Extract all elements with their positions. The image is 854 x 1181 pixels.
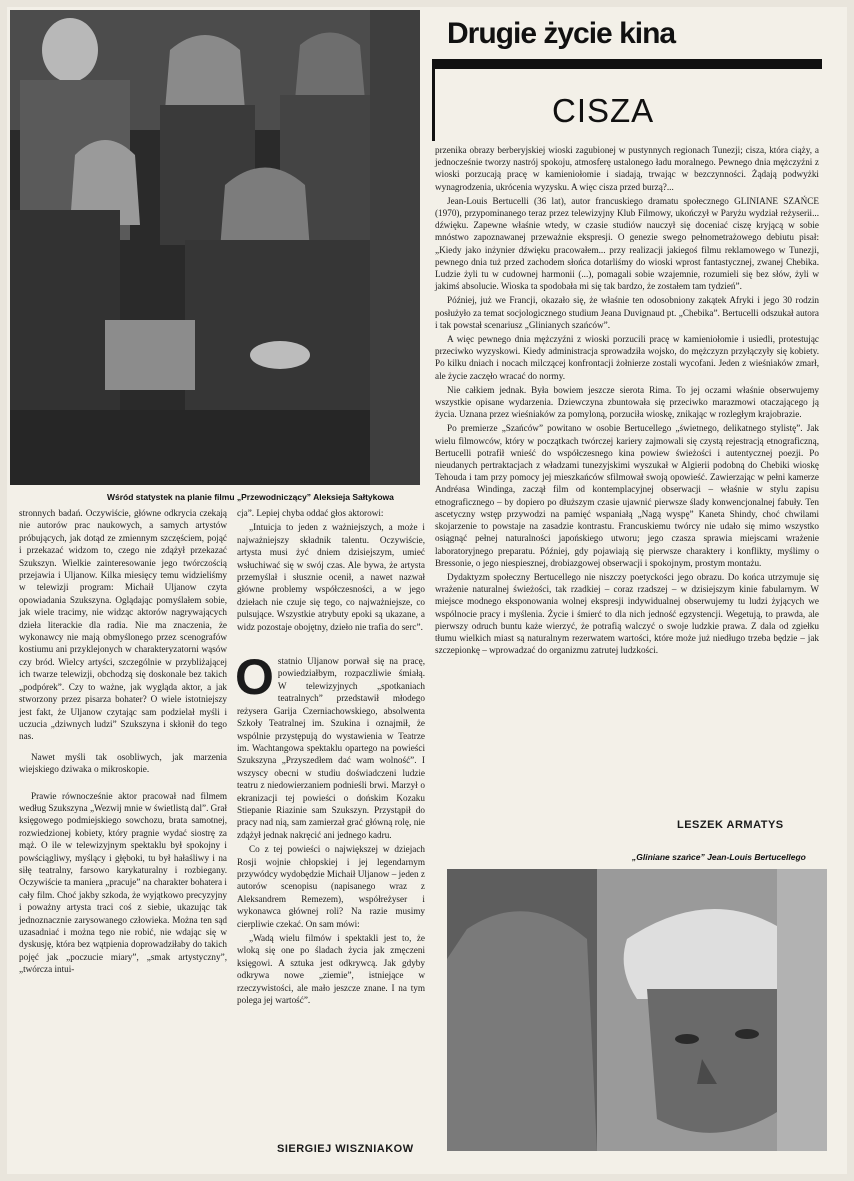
paragraph: przenika obrazy berberyjskiej wioski zagubionej w pustynnych regionach Tunezji; cisza, która ciąży, a jednocześnie tworzy nastrój spokoju, atmosferę ustalonego ładu moralnego. Pewnego dnia mężczyźni z wioski porzucają pracę w kamieniołomie i siadają, trwając w bezczynności. Żądają podwyżki wynagrodzenia, ukrócenia wyzysku. A więc cisza przed burzą?... [435,145,819,192]
paragraph: Po premierze „Szańców” powitano w osobie Bertucellego „świetnego, delikatnego stylistę”. Jak wielu filmowców, który w początkach twórczej kariery zajmowali się czystą rejestracją etnograficzną, Bertucelli potrafił wnieść do współczesnego kina powiew świeżości i autentycznej poezji. Po nieudanych pertraktacjach z władzami tunezyjskimi wyszukał w Algierii podobną do Chebiki wioskę Tehouda i tam przy pomocy jej mieszkańców sfilmował swoją opowieść. Zawierzając w pełni kamerze Andréasa Windinga, zaczął film od kontemplacyjnej obserwacji – właśnie w stylu zapisu etnograficznego – by dopiero po dłuższym czasie ujawnić pierwsze ślady konwencjonalnej fabuły. Ten ascetyczny wstęp przywodzi na pamięć wspaniałą „Nagą wyspę” Kaneta Shindy, choć chwilami skojarzenie to powstaje na zasadzie kontrastu. Francuskiemu twórcy nie udało się mimo wszystko osiągnąć pełnej naturalności japońskiego utworu; jego czasza sprawia miejscami wrażenie laboratoryjnego preparatu. Później, gdy pojawiają się pierwsze charaktery i konflikty, myślimy o Bressonie, o jego niespiesznej, drobiazgowej obserwacji i spokojnym, prostym montażu. [435,423,819,568]
section-masthead: Drugie życie kina [447,17,676,50]
photo-caption-bottom: „Gliniane szańce” Jean-Louis Bertucellego [632,852,806,862]
photo-caption-top: Wśród statystek na planie filmu „Przewodniczący” Aleksieja Sałtykowa [107,492,394,502]
right-article-body [435,144,819,658]
author-signature-right: LESZEK ARMATYS [677,819,784,831]
masthead-vertical-rule [432,59,435,141]
paragraph: Jean-Louis Bertucelli (36 lat), autor francuskiego dramatu społecznego GLINIANE SZAŃCE (1970), przypominanego teraz przez telewizyjny Klub Filmowy, ukończył w Paryżu wydział reżyserii... dźwięku. Zapewne właśnie wtedy, w czasie studiów nauczył się doceniać ciszę kryjącą w sobie mnóstwo zapoznawanej przeważnie ekspresji. O genezie swego pełnometrażowego debiutu pisał: „Kiedy jako inżynier dźwięku pracowałem... przy realizacji jakiegoś filmu reklamowego w Tunezji, pewnego dnia tuż przed zachodem słońca dotarliśmy do wioski wprost fantastycznej, zwanej Chebika. Ludzie żyli tu w cudownej harmonii (...), pomagali sobie wzajemnie, rozumieli się bez słów, żyli w jakimś absolucie. Wioska ta spodobała mi się tak bardzo, że zostałem tam tydzień”. [435,195,819,292]
article-headline: CISZA [552,92,655,129]
paragraph: Nie całkiem jednak. Była bowiem jeszcze sierota Rima. To jej oczami właśnie obserwujemy wszystkie opisane wydarzenia. Dziewczyna zbuntowała się przeciwko marazmowi otaczającego ją życia. Uznana przez wieśniaków za pomyloną, porzuciła wioskę, znikając w rozległym krajobrazie. [435,384,819,420]
man-photo-graphic [447,869,827,1151]
quote-paragraph: „Wadą wielu filmów i spektakli jest to, że wloką się one po śladach życia jak zmęczeni księgowi. A sztuka jest odkrywcą. Jak gdyby odkrywa nowe „ziemie”, istniejące w rzeczywistości, ale mało jeszcze znane. I na tym polega jej wartość”. [237,933,425,1006]
paragraph: stronnych badań. Oczywiście, główne odkrycia czekają nie autorów prac naukowych, a samych artystów próbujących, jak dotąd ze zmiennym szczęściem, pojąć i przekazać widzom to, czego nie zdążył przekazać Szukszyn. Wielkie zainteresowanie jego twórczością przejawia i Uljanow. Kilka miesięcy temu widzieliśmy w telewizji program: Michaił Uljanow czyta opowiadania Szukszyna. Oglądając pomyślałem sobie, jak wiele tracimy, nie widząc aktorów nagrywających dzieła literackie dla radia. Nie ma znaczenia, że wykonawcy nie mają obmyślonego przez scenografów kostiumu ani przyklejonych w charakteryzatorni wąsów czy bród. Wielcy artyści, szczególnie w przybliżającej ich twarze telewizji, obchodzą się doskonale bez takich „podpórek”. Czy to ważne, jak wygląda aktor, a jak stworzony przez pisarza bohater? O wiele istotniejszy jest fakt, że Uljanow czytając sam podzielał myśli i uczucia „dziwnych ludzi” Szukszyna i skłonił do tego nas. [19,508,227,742]
left-article-column-1 [19,507,227,978]
paragraph: cja”. Lepiej chyba oddać głos aktorowi: [237,508,384,518]
film-still-man-turban-photo [447,869,827,1151]
quote-paragraph: „Intuicja to jeden z ważniejszych, a może i najważniejszy składnik talentu. Oczywiście, artysta musi żyć dniem dzisiejszym, umieć wsłuchiwać się w swój czas. Ale bywa, że artysta przemyślał i słusznie ocenił, a nawet nazwał główne problemy współczesności, a w jego dziełach nie czuje się tego, co najważniejsze, co pulsujące. Wszystkie atrybuty epoki są ukazane, a widz pozostaje obojętny, dzieło nie trafia do serc”. [237,522,425,632]
masthead-rule [432,59,822,69]
author-signature-left: SIERGIEJ WISZNIAKOW [277,1143,414,1155]
paragraph-text: statnio Uljanow porwał się na pracę, powiedziałbym, rozpaczliwie śmiałą. W telewizyjnych „spotkaniach teatralnych” przedstawił młodego reżysera Garija Czerniachowskiego, absolwenta Szkoły Teatralnej im. Szukina i oznajmił, że wspólnie przystępują do wystawienia w Teatrze im. Wachtangowa spektaklu opartego na powieści Szukszyna „Przyszedłem dać wam wolność”. I wszyscy obecni w studiu doświadczeni ludzie teatru z niedowierzaniem podnieśli brwi. Marzył o ekranizacji tej powieści o dońskim Kozaku Stiepanie Riazinie sam Szukszyn. Przystąpił do pracy nad nią, sam zamierzał grać główną rolę, nie zdążył jednak nakręcić ani jednego kadru. [237,656,425,840]
paragraph: Prawie równocześnie aktor pracował nad filmem według Szukszyna „Wezwij mnie w świetlistą dal”. Grał księgowego podmiejskiego sowchozu, brata samotnej, rozwiedzionej kobiety, który pragnie wydać siostrę za mąż. O ile w telewizyjnym spektaklu był spokojny i powściągliwy, myślący i głęboki, tu był hałaśliwy i na siłę teatralny, farsowo karykaturalny i rozbiegany. Oczywiście ta maniera „pracuje” na charakter bohatera i cały film. Choć jakby szkoda, że wyjątkowo precyzyjny i poważny artysta traci coś z siebie, ukazując tak jednoznacznie zarysowanego człowieka. Można ten sąd uzasadniać i można tego nie robić, nie wdając się w dyskusję, która bez wątpienia doprowadziłaby do takich pojęć jak „poczucie miary”, „smak artystyczny”, „twórcza intui- [19,790,227,975]
villagers-photo-graphic [10,10,420,485]
paragraph: Nawet myśli tak osobliwych, jak marzenia wiejskiego dziwaka o mikroskopie. [19,751,227,775]
left-article-column-2 [237,507,425,1008]
paragraph: Co z tej powieści o największej w dziejach Rosji wojnie chłopskiej i jej legendarnym przywódcy wydobędzie Michaił Uljanow – jeden z autorów scenopisu (napisanego wraz z Aleksandrem Remezem), współreżyser i wykonawca głównej roli? Na razie musimy cierpliwie czekać. On sam mówi: [237,844,425,929]
magazine-page [7,7,847,1174]
drop-cap: O [235,649,274,706]
paragraph-with-dropcap [235,649,425,841]
paragraph: Później, już we Francji, okazało się, że właśnie ten odosobniony zakątek Afryki i jego 30 rodzin posłużyło za temat socjologicznego studium Jeana Duvignaud pt. „Chebika”. Bertucelli odszukał autora i tak powstał scenariusz „Glinianych szańców”. [435,295,819,330]
paragraph: Dydaktyzm społeczny Bertucellego nie niszczy poetyckości jego obrazu. Do końca utrzymuje się wrażenie naturalnej świeżości, tak rzadkiej – coraz rzadszej – w dzisiejszym kinie fabularnym. W miejsce modnego eksponowania wolnej ekspresji indywidualnej obserwujemy tu ludzi żyjących we wspólnocie pracy i myślenia. Życie i śmierć to dla nich jedność egzystencji. Wegetują, to prawda, ale pierwszy odruch buntu każe wierzyć, że potrafią walczyć o swoje ludzkie prawa. Z dala od zgiełku tłumu wielkich miast są naturalnym rezerwatem wartości, które może już niedługo trzeba będzie – jak szczepionkę – wprowadzać do organizmu zatrutej ludzkości. [435,571,819,656]
paragraph: A więc pewnego dnia mężczyźni z wioski porzucili pracę w kamieniołomie i usiedli, protestując przeciwko wyzyskowi. Kiedy administracja sprowadziła wojsko, do mężczyzn przyłączyły się kobiety. Po kilku dniach i nocach milczącej konfrontacji żołnierze zostali wycofani. Jeden z wieśniaków zmarł, ale życie zaczęło wracać do normy. [435,334,819,381]
film-still-villagers-photo [10,10,420,485]
